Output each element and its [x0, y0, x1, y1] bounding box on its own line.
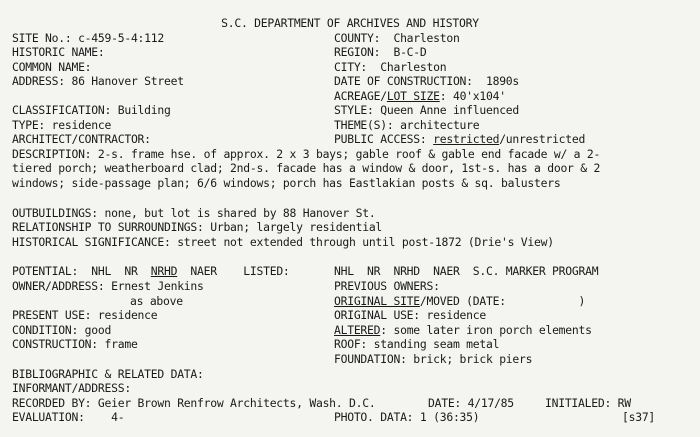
relationship-to-surroundings: RELATIONSHIP TO SURROUNDINGS: Urban; largely residential — [12, 220, 383, 234]
date-of-construction: DATE OF CONSTRUCTION: 1890s — [334, 74, 520, 88]
type: TYPE: residence — [12, 118, 112, 132]
site-number: SITE No.: c-459-5-4:112 — [12, 31, 164, 45]
city: CITY: Charleston — [334, 60, 447, 74]
outbuildings: OUTBUILDINGS: none, but lot is shared by 88 Hanover St. — [12, 206, 376, 220]
county: COUNTY: Charleston — [334, 31, 460, 45]
recorded-by: RECORDED BY: Geier Brown Renfrow Architects, Wash. D.C. — [12, 396, 376, 410]
lot-size-label: LOT SIZE — [386, 89, 440, 103]
style: STYLE: Queen Anne influenced — [334, 103, 520, 117]
record-date: DATE: 4/17/85 — [428, 396, 514, 410]
historical-significance: HISTORICAL SIGNIFICANCE: street not extended through until post-1872 (Drie's View) — [12, 235, 554, 249]
initialed: INITIALED: RW — [545, 396, 631, 410]
foundation: FOUNDATION: brick; brick piers — [334, 352, 533, 366]
form-reference: [s37] — [622, 410, 656, 424]
acreage-value: : 40'x104' — [439, 89, 506, 103]
address: ADDRESS: 86 Hanover Street — [12, 74, 184, 88]
bibliographic-data: BIBLIOGRAPHIC & RELATED DATA: — [12, 367, 204, 381]
potential-nrhd: NRHD — [150, 264, 178, 278]
public-access-label: PUBLIC ACCESS: — [334, 132, 434, 146]
altered-value: : some later iron porch elements — [380, 323, 592, 337]
potential-label: POTENTIAL: NHL NR — [12, 264, 151, 278]
description-line-3: windows; side-passage plan; 6/6 windows; porch has Eastlakian posts & sq. balusters — [12, 176, 561, 190]
acreage-label: ACREAGE/ — [334, 89, 387, 103]
owner-address-line-2: as above — [130, 294, 183, 308]
potential-rest: NAER LISTED: — [177, 264, 290, 278]
roof: ROOF: standing seam metal — [334, 337, 500, 351]
public-access-restricted: restricted — [433, 132, 500, 146]
previous-owners: PREVIOUS OWNERS: — [334, 279, 440, 293]
altered-label: ALTERED — [334, 323, 381, 337]
present-use: PRESENT USE: residence — [12, 308, 158, 322]
original-site-label: ORIGINAL SITE — [334, 294, 420, 308]
photo-data: PHOTO. DATA: 1 (36:35) — [334, 410, 480, 424]
condition: CONDITION: good — [12, 323, 112, 337]
altered — [334, 323, 592, 337]
themes: THEME(S): architecture — [334, 118, 480, 132]
owner-address: OWNER/ADDRESS: Ernest Jenkins — [12, 279, 204, 293]
description-line-1: DESCRIPTION: 2-s. frame hse. of approx. 2 x 3 bays; gable roof & gable end facade w/ a 2- — [12, 147, 601, 161]
evaluation: EVALUATION: 4- — [12, 410, 125, 424]
description-line-2: tiered porch; weatherboard clad; 2nd-s. facade has a window & door, 1st-s. has a door & 2 — [12, 161, 601, 175]
original-use: ORIGINAL USE: residence — [334, 308, 486, 322]
architect-contractor: ARCHITECT/CONTRACTOR: — [12, 132, 151, 146]
historic-name: HISTORIC NAME: — [12, 45, 105, 59]
informant-address: INFORMANT/ADDRESS: — [12, 381, 131, 395]
public-access — [334, 132, 585, 146]
potential — [12, 264, 290, 278]
original-site-moved — [334, 294, 585, 308]
classification: CLASSIFICATION: Building — [12, 103, 171, 117]
listed-options: NHL NR NRHD NAER S.C. MARKER PROGRAM — [334, 264, 599, 278]
region: REGION: B-C-D — [334, 45, 427, 59]
moved-date: /MOVED (DATE: ) — [419, 294, 586, 308]
common-name: COMMON NAME: — [12, 60, 92, 74]
acreage-lot-size — [334, 89, 506, 103]
construction: CONSTRUCTION: frame — [12, 337, 138, 351]
public-access-unrestricted: /unrestricted — [499, 132, 586, 146]
page-title: S.C. DEPARTMENT OF ARCHIVES AND HISTORY — [221, 16, 479, 30]
